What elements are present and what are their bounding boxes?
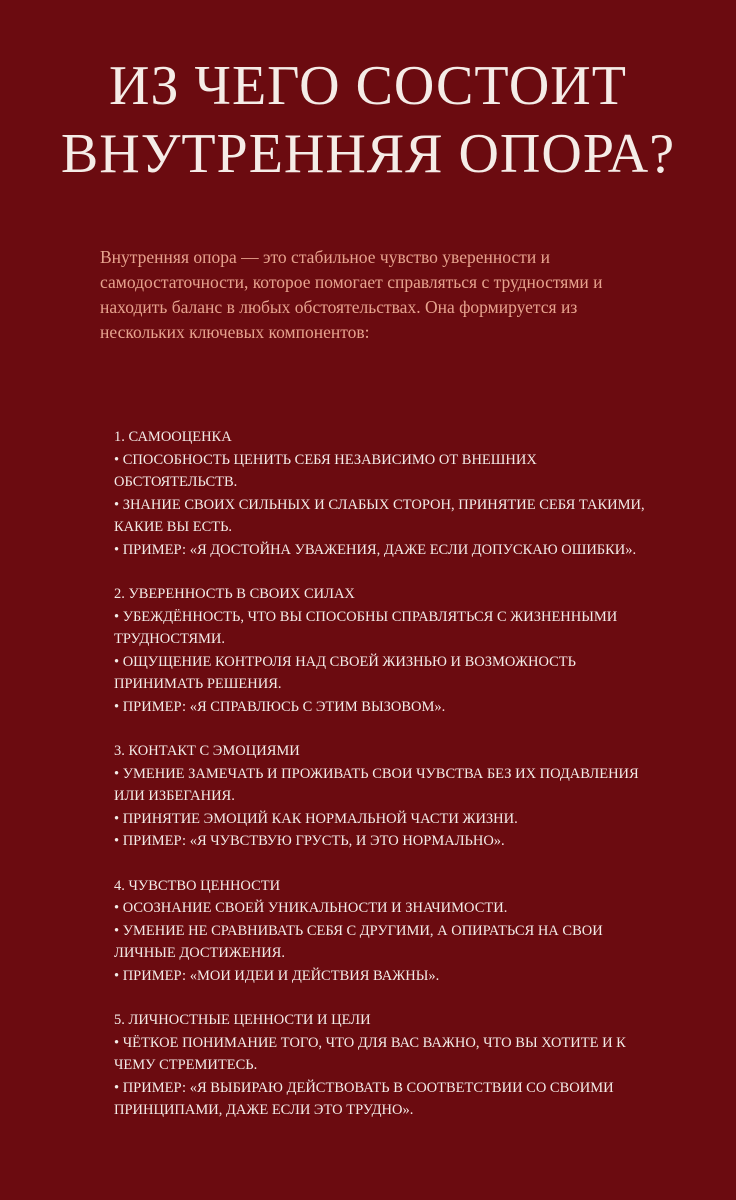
page-title-line-2: ВНУТРЕННЯЯ ОПОРА? bbox=[60, 123, 676, 185]
section-item: • ЗНАНИЕ СВОИХ СИЛЬНЫХ И СЛАБЫХ СТОРОН, ПРИНЯТИЕ СЕБЯ ТАКИМИ, КАКИЕ ВЫ ЕСТЬ. bbox=[114, 496, 645, 535]
section-title: 2. УВЕРЕННОСТЬ В СВОИХ СИЛАХ bbox=[114, 586, 355, 602]
intro-paragraph: Внутренняя опора — это стабильное чувство уверенности и самодостаточности, которое помогает справляться с трудностями и находить баланс в любых обстоятельствах. Она формируется из нескольких ключевых компонентов: bbox=[100, 247, 603, 342]
section-item: • ЧЁТКОЕ ПОНИМАНИЕ ТОГО, ЧТО ДЛЯ ВАС ВАЖНО, ЧТО ВЫ ХОТИТЕ И К ЧЕМУ СТРЕМИТЕСЬ. bbox=[114, 1034, 626, 1073]
section-item: • ПРИМЕР: «МОИ ИДЕИ И ДЕЙСТВИЯ ВАЖНЫ». bbox=[114, 967, 440, 984]
section-title: 3. КОНТАКТ С ЭМОЦИЯМИ bbox=[114, 743, 300, 759]
section-emotions bbox=[114, 740, 654, 853]
section-item: • ОЩУЩЕНИЕ КОНТРОЛЯ НАД СВОЕЙ ЖИЗНЬЮ И ВОЗМОЖНОСТЬ ПРИНИМАТЬ РЕШЕНИЯ. bbox=[114, 653, 576, 692]
section-item: • УМЕНИЕ НЕ СРАВНИВАТЬ СЕБЯ С ДРУГИМИ, А ОПИРАТЬСЯ НА СВОИ ЛИЧНЫЕ ДОСТИЖЕНИЯ. bbox=[114, 922, 603, 961]
section-values-goals bbox=[114, 1009, 654, 1122]
section-item: • ПРИМЕР: «Я ЧУВСТВУЮ ГРУСТЬ, И ЭТО НОРМАЛЬНО». bbox=[114, 833, 505, 849]
section-title: 1. САМООЦЕНКА bbox=[114, 429, 232, 445]
components-list bbox=[114, 426, 654, 1144]
section-item: • УМЕНИЕ ЗАМЕЧАТЬ И ПРОЖИВАТЬ СВОИ ЧУВСТВА БЕЗ ИХ ПОДАВЛЕНИЯ ИЛИ ИЗБЕГАНИЯ. bbox=[114, 765, 639, 804]
section-self-confidence bbox=[114, 583, 654, 718]
section-item: • ПРИМЕР: «Я ДОСТОЙНА УВАЖЕНИЯ, ДАЖЕ ЕСЛИ ДОПУСКАЮ ОШИБКИ». bbox=[114, 541, 637, 558]
page-title-line-1: ИЗ ЧЕГО СОСТОИТ bbox=[109, 55, 627, 117]
section-item: • ПРИМЕР: «Я ВЫБИРАЮ ДЕЙСТВОВАТЬ В СООТВЕТСТВИИ СО СВОИМИ ПРИНЦИПАМИ, ДАЖЕ ЕСЛИ ЭТО ТРУДНО». bbox=[114, 1079, 614, 1118]
section-title: 4. ЧУВСТВО ЦЕННОСТИ bbox=[114, 877, 281, 894]
section-item: • ПРИМЕР: «Я СПРАВЛЮСЬ С ЭТИМ ВЫЗОВОМ». bbox=[114, 698, 446, 715]
section-item: • УБЕЖДЁННОСТЬ, ЧТО ВЫ СПОСОБНЫ СПРАВЛЯТЬСЯ С ЖИЗНЕННЫМИ ТРУДНОСТЯМИ. bbox=[114, 608, 618, 647]
section-title: 5. ЛИЧНОСТНЫЕ ЦЕННОСТИ И ЦЕЛИ bbox=[114, 1012, 371, 1028]
section-self-esteem bbox=[114, 426, 654, 561]
section-item: • ПРИНЯТИЕ ЭМОЦИЙ КАК НОРМАЛЬНОЙ ЧАСТИ ЖИЗНИ. bbox=[114, 810, 518, 827]
page-title bbox=[0, 52, 736, 188]
section-self-worth bbox=[114, 875, 654, 988]
section-item: • ОСОЗНАНИЕ СВОЕЙ УНИКАЛЬНОСТИ И ЗНАЧИМОСТИ. bbox=[114, 900, 508, 916]
section-item: • СПОСОБНОСТЬ ЦЕНИТЬ СЕБЯ НЕЗАВИСИМО ОТ ВНЕШНИХ ОБСТОЯТЕЛЬСТВ. bbox=[114, 451, 537, 490]
